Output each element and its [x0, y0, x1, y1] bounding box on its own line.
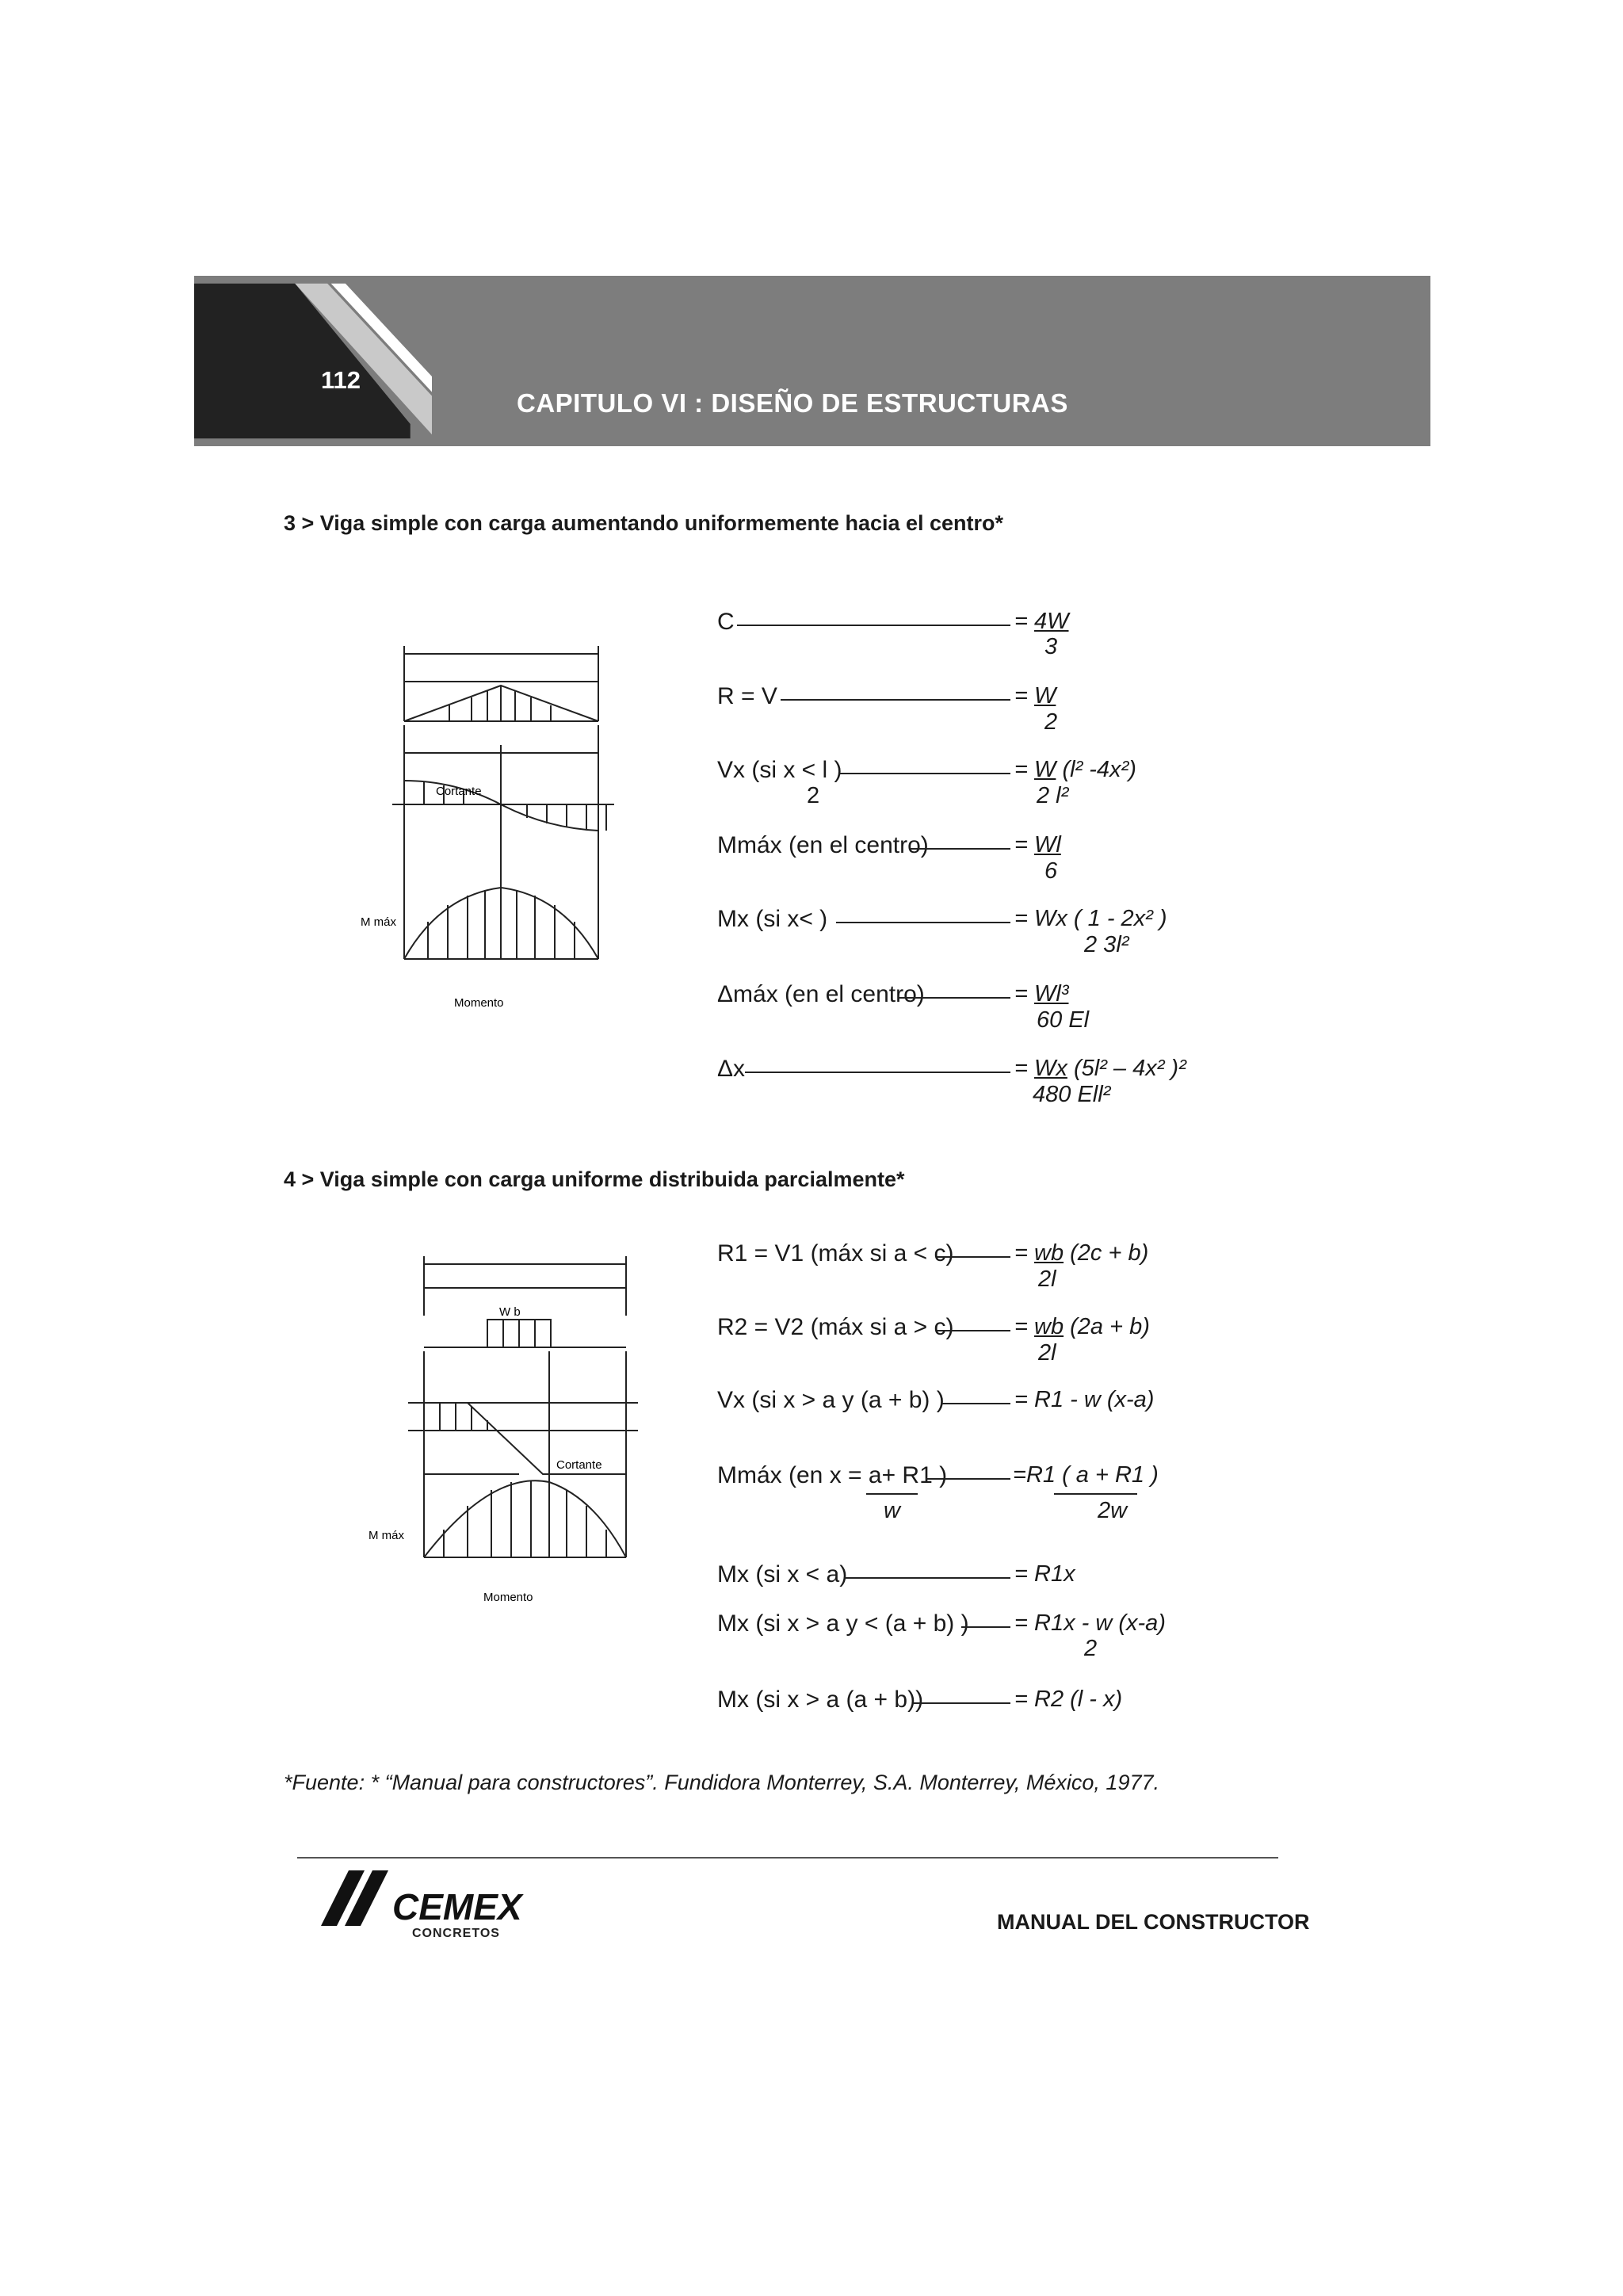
manual-title: MANUAL DEL CONSTRUCTOR	[997, 1910, 1310, 1934]
formula-leader	[840, 773, 1010, 774]
formula-r-den: 2	[1044, 709, 1058, 735]
formula-leader	[844, 1577, 1010, 1579]
section-3-beam-diagram	[361, 626, 622, 1014]
formula-r1-left: R1 = V1 (máx si a < c)	[717, 1240, 954, 1266]
formula-leader	[941, 1403, 1010, 1404]
section-4-title: 4 > Viga simple con carga uniforme distribuida parcialmente*	[284, 1167, 905, 1191]
formula-mmax-den: 2w	[1098, 1498, 1128, 1523]
formula-mmax-right: = Wl	[1014, 832, 1061, 858]
formula-mmax-left: Mmáx (en el centro)	[717, 832, 929, 858]
formula-mx1-right: = R1x	[1014, 1561, 1075, 1587]
chapter-title: CAPITULO VI : DISEÑO DE ESTRUCTURAS	[517, 388, 1068, 418]
formula-mmax-den: 6	[1044, 858, 1058, 884]
formula-mx3-left: Mx (si x > a (a + b))	[717, 1687, 924, 1713]
formula-leader	[836, 922, 1010, 923]
formula-leader	[910, 848, 1010, 850]
formula-mx-right: = Wx ( 1 - 2x² )	[1014, 906, 1167, 931]
formula-dmax-left: Δmáx (en el centro)	[717, 981, 925, 1007]
mmax-label: M máx	[361, 915, 396, 929]
formula-vx-left: Vx (si x > a y (a + b) )	[717, 1387, 945, 1413]
formula-mx-den: 2 3l²	[1084, 932, 1129, 957]
formula-vx-right: = R1 - w (x-a)	[1014, 1387, 1155, 1412]
svg-text:CEMEX: CEMEX	[392, 1886, 522, 1927]
formula-mmax-left: Mmáx (en x = a+ R1 )	[717, 1462, 948, 1488]
formula-mx1-left: Mx (si x < a)	[717, 1561, 848, 1587]
formula-mx2-right: = R1x - w (x-a)	[1014, 1610, 1166, 1636]
formula-dx-right: = Wx (5l² – 4x² )²	[1014, 1056, 1186, 1081]
shear-label: Cortante	[436, 785, 482, 798]
moment-label: Momento	[454, 996, 504, 1010]
formula-vx-right: = W (l² -4x²)	[1014, 757, 1136, 782]
formula-r-right: = W	[1014, 683, 1056, 709]
formula-fraction-bar	[1054, 1493, 1137, 1495]
formula-vx-den: 2 l²	[1037, 783, 1069, 808]
formula-leader	[937, 1256, 1010, 1258]
formula-dx-den: 480 Ell²	[1033, 1082, 1111, 1107]
formula-leader	[898, 997, 1010, 999]
formula-mmax-right: =R1 ( a + R1 )	[1013, 1462, 1159, 1488]
section-4-beam-diagram	[365, 1244, 650, 1609]
formula-leader	[926, 1478, 1010, 1480]
formula-r1-right: = wb (2c + b)	[1014, 1240, 1149, 1266]
formula-c-left: C	[717, 609, 735, 635]
formula-fraction-bar	[866, 1493, 918, 1495]
formula-leader	[937, 1330, 1010, 1331]
formula-vx-left: Vx (si x < l )	[717, 757, 842, 783]
logo-subtitle: CONCRETOS	[412, 1927, 500, 1940]
shear-label: Cortante	[556, 1458, 602, 1472]
formula-r2-den: 2l	[1038, 1340, 1056, 1366]
formula-mx3-right: = R2 (l - x)	[1014, 1687, 1123, 1712]
formula-leader	[745, 1072, 1010, 1073]
formula-leader	[781, 699, 1010, 701]
formula-c-right: = 4W	[1014, 609, 1069, 634]
header-corner-decoration	[194, 276, 432, 446]
formula-r1-den: 2l	[1038, 1266, 1056, 1292]
source-footnote: *Fuente: * “Manual para constructores”. Fundidora Monterrey, S.A. Monterrey, México, 1977.	[284, 1771, 1159, 1794]
formula-leader	[913, 1702, 1010, 1704]
formula-mmax-left-den: w	[884, 1498, 900, 1523]
formula-r2-left: R2 = V2 (máx si a > c)	[717, 1314, 954, 1340]
formula-mx2-den: 2	[1084, 1636, 1098, 1661]
page-number: 112	[321, 366, 361, 394]
formula-mx2-left: Mx (si x > a y < (a + b) )	[717, 1610, 969, 1637]
formula-leader	[737, 625, 1010, 626]
load-label: W b	[499, 1305, 521, 1319]
moment-label: Momento	[483, 1591, 533, 1604]
formula-r-left: R = V	[717, 683, 777, 709]
formula-vx-left-den: 2	[807, 783, 820, 808]
section-3-title: 3 > Viga simple con carga aumentando uniformemente hacia el centro*	[284, 511, 1004, 535]
formula-leader	[961, 1626, 1010, 1628]
formula-mx-left: Mx (si x< )	[717, 906, 828, 932]
footer-divider	[297, 1857, 1278, 1859]
formula-dmax-den: 60 El	[1037, 1007, 1090, 1033]
mmax-label: M máx	[369, 1529, 404, 1542]
formula-c-den: 3	[1044, 634, 1058, 659]
formula-dx-left: Δx	[717, 1056, 746, 1082]
formula-dmax-right: = Wl³	[1014, 981, 1069, 1007]
formula-r2-right: = wb (2a + b)	[1014, 1314, 1150, 1339]
